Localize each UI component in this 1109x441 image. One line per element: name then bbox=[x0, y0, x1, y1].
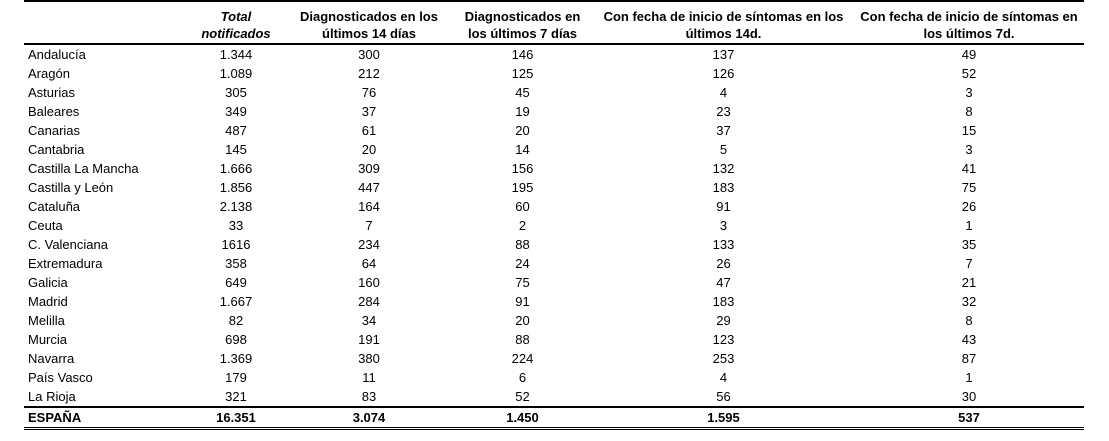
table-cell: 1.344 bbox=[219, 46, 253, 62]
header-row bbox=[24, 4, 1084, 44]
table-cell: 91 bbox=[716, 198, 731, 214]
table-cell: 37 bbox=[716, 122, 731, 138]
region-name: Aragón bbox=[28, 65, 70, 81]
table-row bbox=[24, 349, 1084, 368]
table-cell: 8 bbox=[965, 312, 973, 328]
table-cell: 49 bbox=[961, 46, 977, 62]
table-cell: 183 bbox=[712, 293, 735, 309]
table-cell: 698 bbox=[225, 331, 247, 347]
table-cell: 212 bbox=[358, 65, 380, 81]
table-cell: 91 bbox=[515, 293, 530, 309]
table-cell: 358 bbox=[225, 255, 247, 271]
table-cell: 156 bbox=[511, 160, 534, 176]
table-row bbox=[24, 64, 1084, 83]
table-row bbox=[24, 273, 1084, 292]
table-cell: 3 bbox=[965, 84, 973, 100]
table-cell: 1.856 bbox=[219, 179, 253, 195]
table-cell: 41 bbox=[961, 160, 977, 176]
table-cell: 253 bbox=[712, 350, 735, 366]
region-name: C. Valenciana bbox=[28, 236, 108, 252]
table-cell: 284 bbox=[358, 293, 380, 309]
table-cell: 1.666 bbox=[219, 160, 253, 176]
covid-cases-table bbox=[24, 0, 1084, 430]
table-cell: 125 bbox=[511, 65, 534, 81]
table-cell: 8 bbox=[965, 103, 973, 119]
table-row bbox=[24, 368, 1084, 387]
table-cell: 224 bbox=[511, 350, 534, 366]
table-cell: 20 bbox=[515, 122, 530, 138]
header-diag-14: Diagnosticados en los últimos 14 días bbox=[286, 4, 452, 44]
total-cell: 537 bbox=[854, 407, 1084, 429]
table-cell: 191 bbox=[358, 331, 380, 347]
region-name: Andalucía bbox=[28, 46, 86, 62]
table-cell: 2 bbox=[518, 217, 527, 233]
header-onset-7: Con fecha de inicio de síntomas en los últimos 7d. bbox=[854, 4, 1084, 44]
region-name: Asturias bbox=[28, 84, 75, 100]
table-cell: 3 bbox=[719, 217, 728, 233]
table-cell: 4 bbox=[719, 369, 728, 385]
table-cell: 2.138 bbox=[219, 198, 253, 214]
table-row bbox=[24, 330, 1084, 349]
table-row bbox=[24, 311, 1084, 330]
table-cell: 6 bbox=[518, 369, 527, 385]
table-cell: 64 bbox=[361, 255, 377, 271]
table-cell: 82 bbox=[228, 312, 244, 328]
table-cell: 145 bbox=[225, 141, 247, 157]
table-cell: 137 bbox=[712, 46, 735, 62]
region-name: Castilla La Mancha bbox=[28, 160, 139, 176]
total-cell: 1.450 bbox=[452, 407, 593, 429]
table-cell: 4 bbox=[719, 84, 728, 100]
table-row bbox=[24, 216, 1084, 235]
table-row bbox=[24, 235, 1084, 254]
table-cell: 649 bbox=[225, 274, 247, 290]
table-cell: 88 bbox=[515, 331, 530, 347]
table-row bbox=[24, 197, 1084, 216]
table-cell: 26 bbox=[961, 198, 977, 214]
table-cell: 1616 bbox=[221, 236, 251, 252]
region-name: Navarra bbox=[28, 350, 75, 366]
table-cell: 60 bbox=[515, 198, 530, 214]
region-name: Canarias bbox=[28, 122, 81, 138]
total-cell: 3.074 bbox=[286, 407, 452, 429]
table-cell: 24 bbox=[515, 255, 530, 271]
table-cell: 321 bbox=[225, 388, 247, 404]
data-table-container bbox=[24, 0, 1084, 430]
table-cell: 349 bbox=[225, 103, 247, 119]
table-cell: 126 bbox=[712, 65, 735, 81]
table-cell: 3 bbox=[965, 141, 973, 157]
table-cell: 52 bbox=[961, 65, 977, 81]
header-diag-7: Diagnosticados en los últimos 7 días bbox=[452, 4, 593, 44]
table-cell: 45 bbox=[515, 84, 530, 100]
table-cell: 87 bbox=[961, 350, 977, 366]
table-row bbox=[24, 121, 1084, 140]
table-cell: 146 bbox=[511, 46, 534, 62]
table-cell: 133 bbox=[712, 236, 735, 252]
total-cell: 1.595 bbox=[593, 407, 854, 429]
total-row bbox=[24, 407, 1084, 429]
table-cell: 1.089 bbox=[219, 65, 253, 81]
total-label: ESPAÑA bbox=[24, 407, 186, 429]
table-cell: 35 bbox=[961, 236, 977, 252]
table-row bbox=[24, 178, 1084, 197]
table-body bbox=[24, 44, 1084, 407]
table-cell: 309 bbox=[358, 160, 380, 176]
table-row bbox=[24, 102, 1084, 121]
table-cell: 7 bbox=[965, 255, 973, 271]
table-cell: 20 bbox=[361, 141, 377, 157]
header-onset-14: Con fecha de inicio de síntomas en los últimos 14d. bbox=[593, 4, 854, 44]
region-name: Castilla y León bbox=[28, 179, 114, 195]
region-name: Cantabria bbox=[28, 141, 85, 157]
total-cell: 16.351 bbox=[186, 407, 286, 429]
table-cell: 300 bbox=[358, 46, 380, 62]
table-row bbox=[24, 387, 1084, 407]
table-cell: 52 bbox=[515, 388, 530, 404]
table-cell: 34 bbox=[361, 312, 377, 328]
table-cell: 29 bbox=[716, 312, 731, 328]
table-cell: 47 bbox=[716, 274, 731, 290]
table-cell: 26 bbox=[716, 255, 731, 271]
table-cell: 43 bbox=[961, 331, 977, 347]
table-cell: 160 bbox=[358, 274, 380, 290]
table-cell: 23 bbox=[716, 103, 731, 119]
region-name: Ceuta bbox=[28, 217, 63, 233]
table-cell: 61 bbox=[361, 122, 377, 138]
table-cell: 83 bbox=[361, 388, 377, 404]
table-cell: 33 bbox=[228, 217, 244, 233]
region-name: Murcia bbox=[28, 331, 68, 347]
table-cell: 14 bbox=[515, 141, 530, 157]
table-row bbox=[24, 83, 1084, 102]
table-cell: 88 bbox=[515, 236, 530, 252]
header-total: Total notificados bbox=[186, 4, 286, 44]
table-cell: 487 bbox=[225, 122, 247, 138]
table-cell: 447 bbox=[358, 179, 380, 195]
table-cell: 183 bbox=[712, 179, 735, 195]
table-cell: 19 bbox=[515, 103, 530, 119]
region-name: Cataluña bbox=[28, 198, 81, 214]
table-cell: 15 bbox=[961, 122, 977, 138]
region-name: La Rioja bbox=[28, 388, 76, 404]
table-row bbox=[24, 140, 1084, 159]
table-row bbox=[24, 254, 1084, 273]
table-cell: 123 bbox=[712, 331, 735, 347]
table-cell: 1 bbox=[965, 217, 973, 233]
table-cell: 32 bbox=[961, 293, 977, 309]
table-row bbox=[24, 159, 1084, 178]
table-cell: 56 bbox=[716, 388, 731, 404]
table-cell: 7 bbox=[365, 217, 373, 233]
table-cell: 20 bbox=[515, 312, 530, 328]
table-cell: 11 bbox=[362, 369, 376, 385]
table-cell: 234 bbox=[358, 236, 380, 252]
table-cell: 1.369 bbox=[219, 350, 253, 366]
region-name: País Vasco bbox=[28, 369, 93, 385]
table-row bbox=[24, 292, 1084, 311]
table-cell: 75 bbox=[961, 179, 977, 195]
table-cell: 380 bbox=[358, 350, 380, 366]
region-name: Baleares bbox=[28, 103, 80, 119]
table-cell: 76 bbox=[361, 84, 377, 100]
header-region bbox=[24, 4, 186, 44]
table-cell: 5 bbox=[719, 141, 728, 157]
table-cell: 21 bbox=[961, 274, 977, 290]
table-cell: 30 bbox=[961, 388, 977, 404]
region-name: Extremadura bbox=[28, 255, 103, 271]
table-cell: 305 bbox=[225, 84, 247, 100]
table-cell: 179 bbox=[225, 369, 247, 385]
table-cell: 132 bbox=[712, 160, 735, 176]
table-cell: 164 bbox=[358, 198, 380, 214]
region-name: Melilla bbox=[28, 312, 65, 328]
table-cell: 1.667 bbox=[219, 293, 253, 309]
table-cell: 75 bbox=[515, 274, 530, 290]
region-name: Galicia bbox=[28, 274, 68, 290]
table-cell: 37 bbox=[361, 103, 377, 119]
table-row bbox=[24, 44, 1084, 64]
table-cell: 1 bbox=[965, 369, 973, 385]
region-name: Madrid bbox=[28, 293, 68, 309]
table-cell: 195 bbox=[511, 179, 534, 195]
